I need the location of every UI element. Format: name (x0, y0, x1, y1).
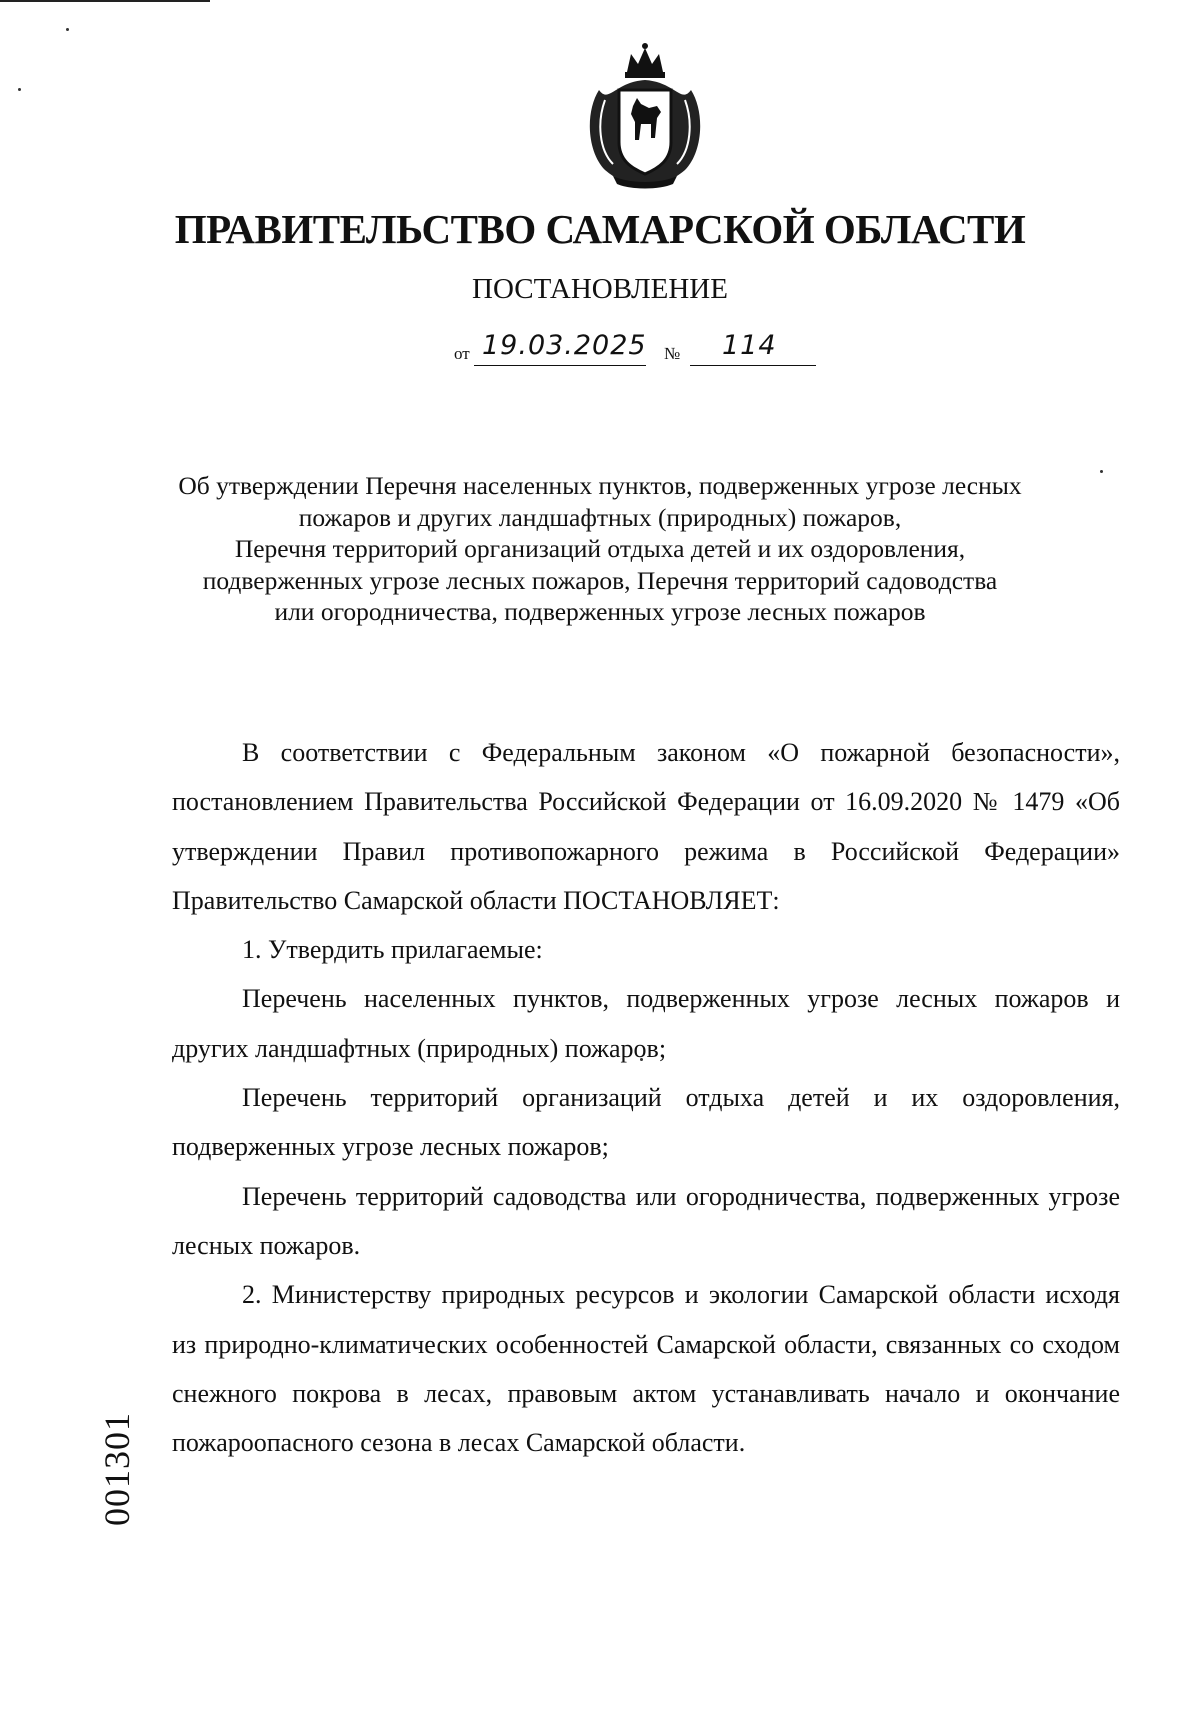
date-underline (474, 365, 646, 366)
body-paragraph: Перечень территорий организаций отдыха детей и их оздоровления, подверженных угрозе лесных пожаров; (172, 1083, 1120, 1162)
government-title: ПРАВИТЕЛЬСТВО САМАРСКОЙ ОБЛАСТИ (174, 206, 1026, 252)
handwritten-number: 114 (722, 330, 777, 361)
date-prefix: от (454, 344, 470, 363)
handwritten-date: 19.03.2025 (482, 330, 647, 361)
scan-speck (1100, 470, 1103, 473)
scan-edge-line (0, 0, 210, 2)
body-paragraph: Перечень территорий садоводства или огородничества, подверженных угрозе лесных пожаров. (172, 1181, 1120, 1260)
body-paragraph: Перечень населенных пунктов, подверженных угрозе лесных пожаров и других ландшафтных (природных) пожаров; (172, 984, 1120, 1063)
scan-speck (66, 28, 69, 31)
body-paragraph: 1. Утвердить прилагаемые: (242, 935, 543, 965)
document-body (172, 728, 1120, 1467)
number-underline (690, 365, 816, 366)
subject-line: Об утверждении Перечня населенных пунктов, подверженных угрозе лесных (178, 471, 1022, 500)
date-number-line (454, 330, 844, 370)
document-type: ПОСТАНОВЛЕНИЕ (472, 273, 728, 305)
subject-line: или огородничества, подверженных угрозе лесных пожаров (274, 597, 926, 626)
subject-line: подверженных угрозе лесных пожаров, Перечня территорий садоводства (202, 565, 998, 595)
body-paragraph: 2. Министерству природных ресурсов и экологии Самарской области исходя из природно-климатических особенностей Самарской области, связанных со сходом снежного покрова в лесах, правовым актом устанавливать начало и окончание пожароопасного сезона в лесах Самарской области. (172, 1280, 1120, 1458)
body-paragraph: В соответствии с Федеральным законом «О пожарной безопасности», постановлением Правительства Российской Федерации от 16.09.2020 № 1479 «Об утверждении Правил противопожарного режима в Российской Федерации» Правительство Самарской области ПОСТАНОВЛЯЕТ: (172, 738, 1120, 915)
document-subject (150, 470, 1050, 628)
number-prefix: № (664, 344, 681, 363)
margin-serial-number: 001301 (97, 1412, 137, 1526)
subject-line: пожаров и других ландшафтных (природных) пожаров, (298, 502, 902, 532)
samara-coat-of-arms-icon (575, 42, 715, 190)
subject-line: Перечня территорий организаций отдыха детей и их оздоровления, (234, 534, 966, 563)
scan-speck (18, 88, 21, 91)
